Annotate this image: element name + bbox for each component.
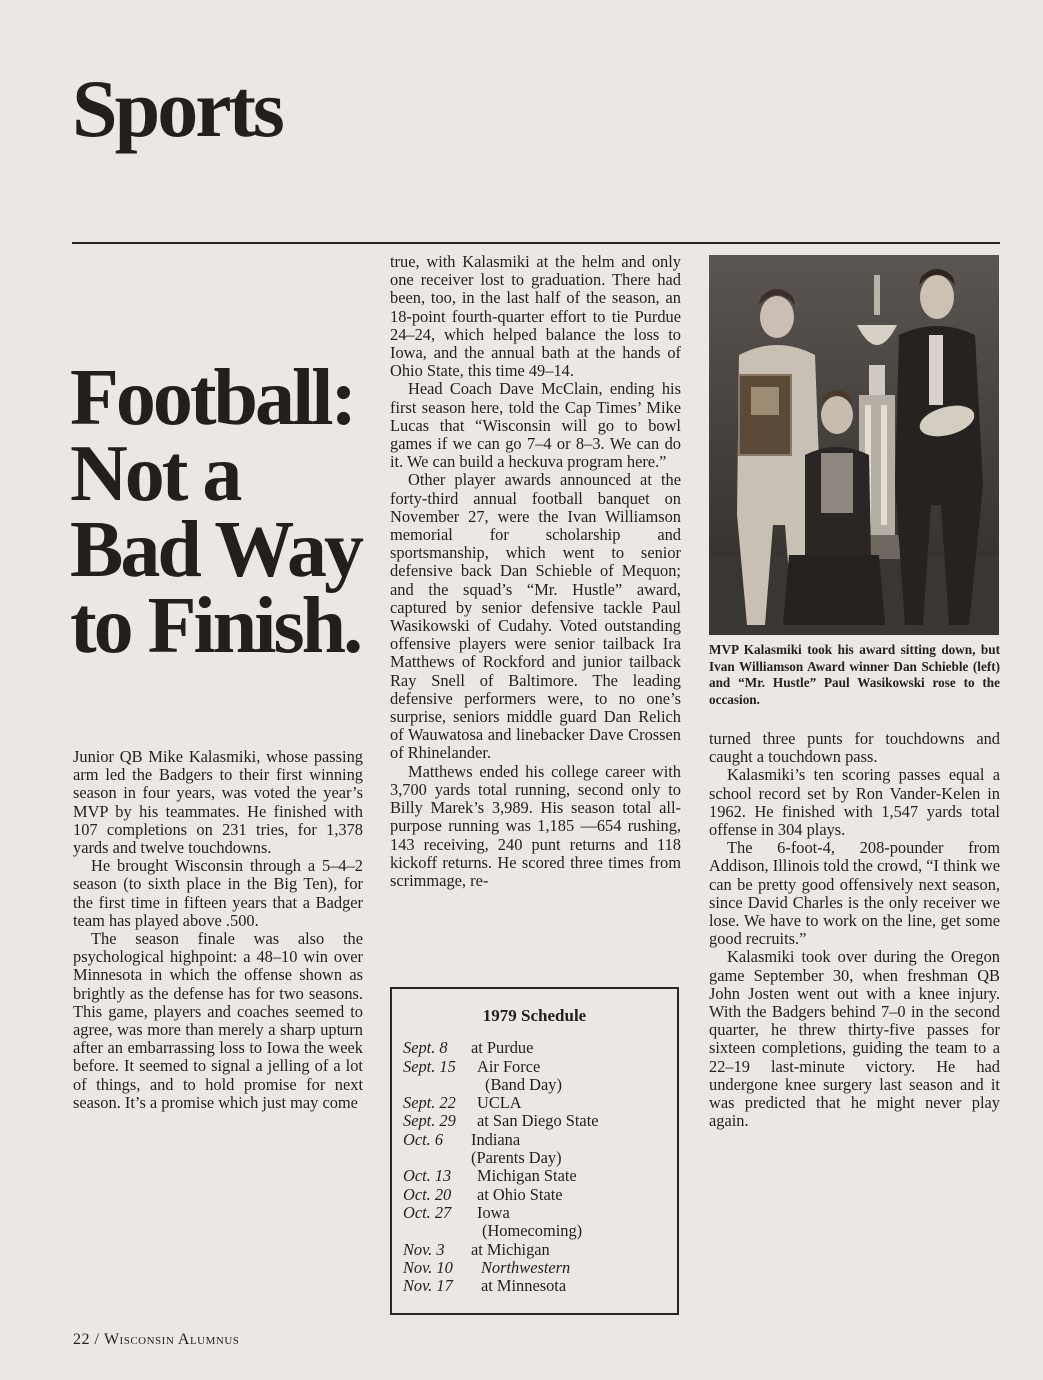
game-date: Nov. 3 xyxy=(403,1239,445,1259)
article-column-2 xyxy=(390,253,681,890)
game-date: Sept. 29 xyxy=(403,1111,456,1131)
game-date: Nov. 17 xyxy=(403,1276,453,1296)
game-date: Oct. 20 xyxy=(403,1184,452,1204)
game-opponent: Air Force xyxy=(477,1056,541,1076)
game-opponent: UCLA xyxy=(477,1093,522,1113)
game-date: Sept. 22 xyxy=(403,1093,456,1113)
game-opponent: Northwestern xyxy=(481,1257,571,1277)
schedule-row xyxy=(392,1058,677,1076)
headline-line: to Finish. xyxy=(70,582,361,670)
award-photo-image xyxy=(709,255,999,635)
paragraph: The season finale was also the psychological highpoint: a 48–10 win over Minnesota in which the offense shown as brightly as the defense has for two seasons. This game, players and coaches seemed to agree, was more than merely a sharp upturn after an embarrassing loss to Iowa the week before. It seemed to signal a jelling of a lot of things, and to hold promise for next season. It’s a promise which just may come xyxy=(73,929,363,1112)
schedule-row xyxy=(392,1277,677,1295)
game-opponent: Iowa xyxy=(477,1202,510,1222)
article-column-1 xyxy=(73,748,363,1112)
paragraph: Other player awards announced at the forty-third annual football banquet on November 27, were the Ivan Williamson memorial for scholarship and sportsmanship, which went to senior defensive back Dan Schieble of Mequon; and the squad’s “Mr. Hustle” award, captured by senior defensive tackle Paul Wasikowski of Cudahy. Voted outstanding offensive players were senior tailback Ira Matthews of Rockford and junior tailback Ray Snell of Baltimore. The leading defensive performers were, to no one’s surprise, seniors middle guard Dan Relich of Wauwatosa and linebacker Dave Crossen of Rhinelander. xyxy=(390,470,681,763)
game-date: Sept. 15 xyxy=(403,1056,456,1076)
schedule-row xyxy=(392,1241,677,1259)
schedule-row xyxy=(392,1131,677,1149)
paragraph: He brought Wisconsin through a 5–4–2 season (to sixth place in the Big Ten), for the first time in fifteen years that a Badger team has played above .500. xyxy=(73,856,363,930)
game-date: Sept. 8 xyxy=(403,1038,448,1058)
schedule-box xyxy=(390,987,679,1315)
schedule-row xyxy=(392,1039,677,1057)
game-opponent: at Purdue xyxy=(471,1038,534,1058)
schedule-row xyxy=(392,1204,677,1222)
paragraph: turned three punts for touchdowns and caught a touchdown pass. xyxy=(709,729,1000,767)
schedule-row xyxy=(392,1112,677,1130)
headline-line: Football: xyxy=(70,354,355,442)
game-opponent: Indiana xyxy=(471,1129,521,1149)
game-opponent: at San Diego State xyxy=(477,1111,599,1131)
paragraph: true, with Kalasmiki at the helm and only one receiver lost to graduation. There had been, too, in the last half of the season, an 18-point fourth-quarter effort to tie Purdue 24–24, which helped balance the loss to Iowa, and the annual bath at the hands of Ohio State, this time 49–14. xyxy=(390,252,681,381)
section-title: Sports xyxy=(72,63,282,154)
paragraph: Matthews ended his college career with 3,700 yards total running, second only to Billy Marek’s 3,989. His season total all-purpose running was 1,185 —654 rushing, 143 receiving, 240 punt returns and 118 kickoff returns. He scored three times from scrimmage, re- xyxy=(390,761,681,890)
paragraph: Junior QB Mike Kalasmiki, whose passing arm led the Badgers to their first winning season in four years, was voted the year’s MVP by his teammates. He finished with 107 completions on 231 tries, for 1,378 yards and twelve touchdowns. xyxy=(73,747,363,858)
page-number: 22 xyxy=(73,1331,90,1348)
schedule-row xyxy=(392,1186,677,1204)
paragraph: Kalasmiki took over during the Oregon game September 30, when freshman QB John Josten went out with a knee injury. With the Badgers behind 7–0 in the second quarter, he threw thirty-five passes for sixteen completions, guiding the team to a 22–19 last-minute victory. He had undergone knee surgery last season and it was predicted that he might never play again. xyxy=(709,947,1000,1131)
game-note: (Band Day) xyxy=(485,1074,562,1094)
article-headline xyxy=(70,354,390,670)
article-column-3 xyxy=(709,730,1000,1130)
photo-caption: MVP Kalasmiki took his award sitting down, but Ivan Williamson Award winner Dan Schieble (left) and “Mr. Hustle” Paul Wasikowski rose to the occasion. xyxy=(709,642,1000,707)
headline-line: Bad Way xyxy=(70,506,361,594)
game-note: (Parents Day) xyxy=(471,1148,562,1168)
publication-name: Wisconsin Alumnus xyxy=(103,1331,240,1348)
game-opponent: at Minnesota xyxy=(481,1276,567,1296)
award-photo xyxy=(709,255,999,635)
game-date: Oct. 6 xyxy=(403,1129,444,1149)
headline-line: Not a xyxy=(70,430,240,518)
game-opponent: at Ohio State xyxy=(477,1184,563,1204)
footer-separator: / xyxy=(94,1331,100,1348)
paragraph: The 6-foot-4, 208-pounder from Addison, Illinois told the crowd, “I think we can be pretty good offensively next season, since David Charles is the only receiver we lose. We have to work on the line, get some good recruits.” xyxy=(709,838,1000,949)
game-date: Nov. 10 xyxy=(403,1257,453,1277)
page-footer xyxy=(73,1331,239,1349)
schedule-title: 1979 Schedule xyxy=(482,1006,587,1025)
schedule-row xyxy=(392,1167,677,1185)
game-date: Oct. 13 xyxy=(403,1166,452,1186)
paragraph: Head Coach Dave McClain, ending his first season here, told the Cap Times’ Mike Lucas that “Wisconsin will go to bowl games if we can go 7–4 or 8–3. We can do it. We can build a heckuva program here.” xyxy=(390,379,681,472)
section-divider xyxy=(72,242,1000,244)
schedule-row xyxy=(392,1259,677,1277)
game-date: Oct. 27 xyxy=(403,1202,452,1222)
game-opponent: at Michigan xyxy=(471,1239,550,1259)
schedule-row xyxy=(392,1094,677,1112)
game-note: (Homecoming) xyxy=(482,1221,583,1241)
paragraph: Kalasmiki’s ten scoring passes equal a school record set by Ron Vander-Kelen in 1962. He finished with 1,547 yards total offense in 304 plays. xyxy=(709,765,1000,840)
game-opponent: Michigan State xyxy=(477,1166,577,1186)
